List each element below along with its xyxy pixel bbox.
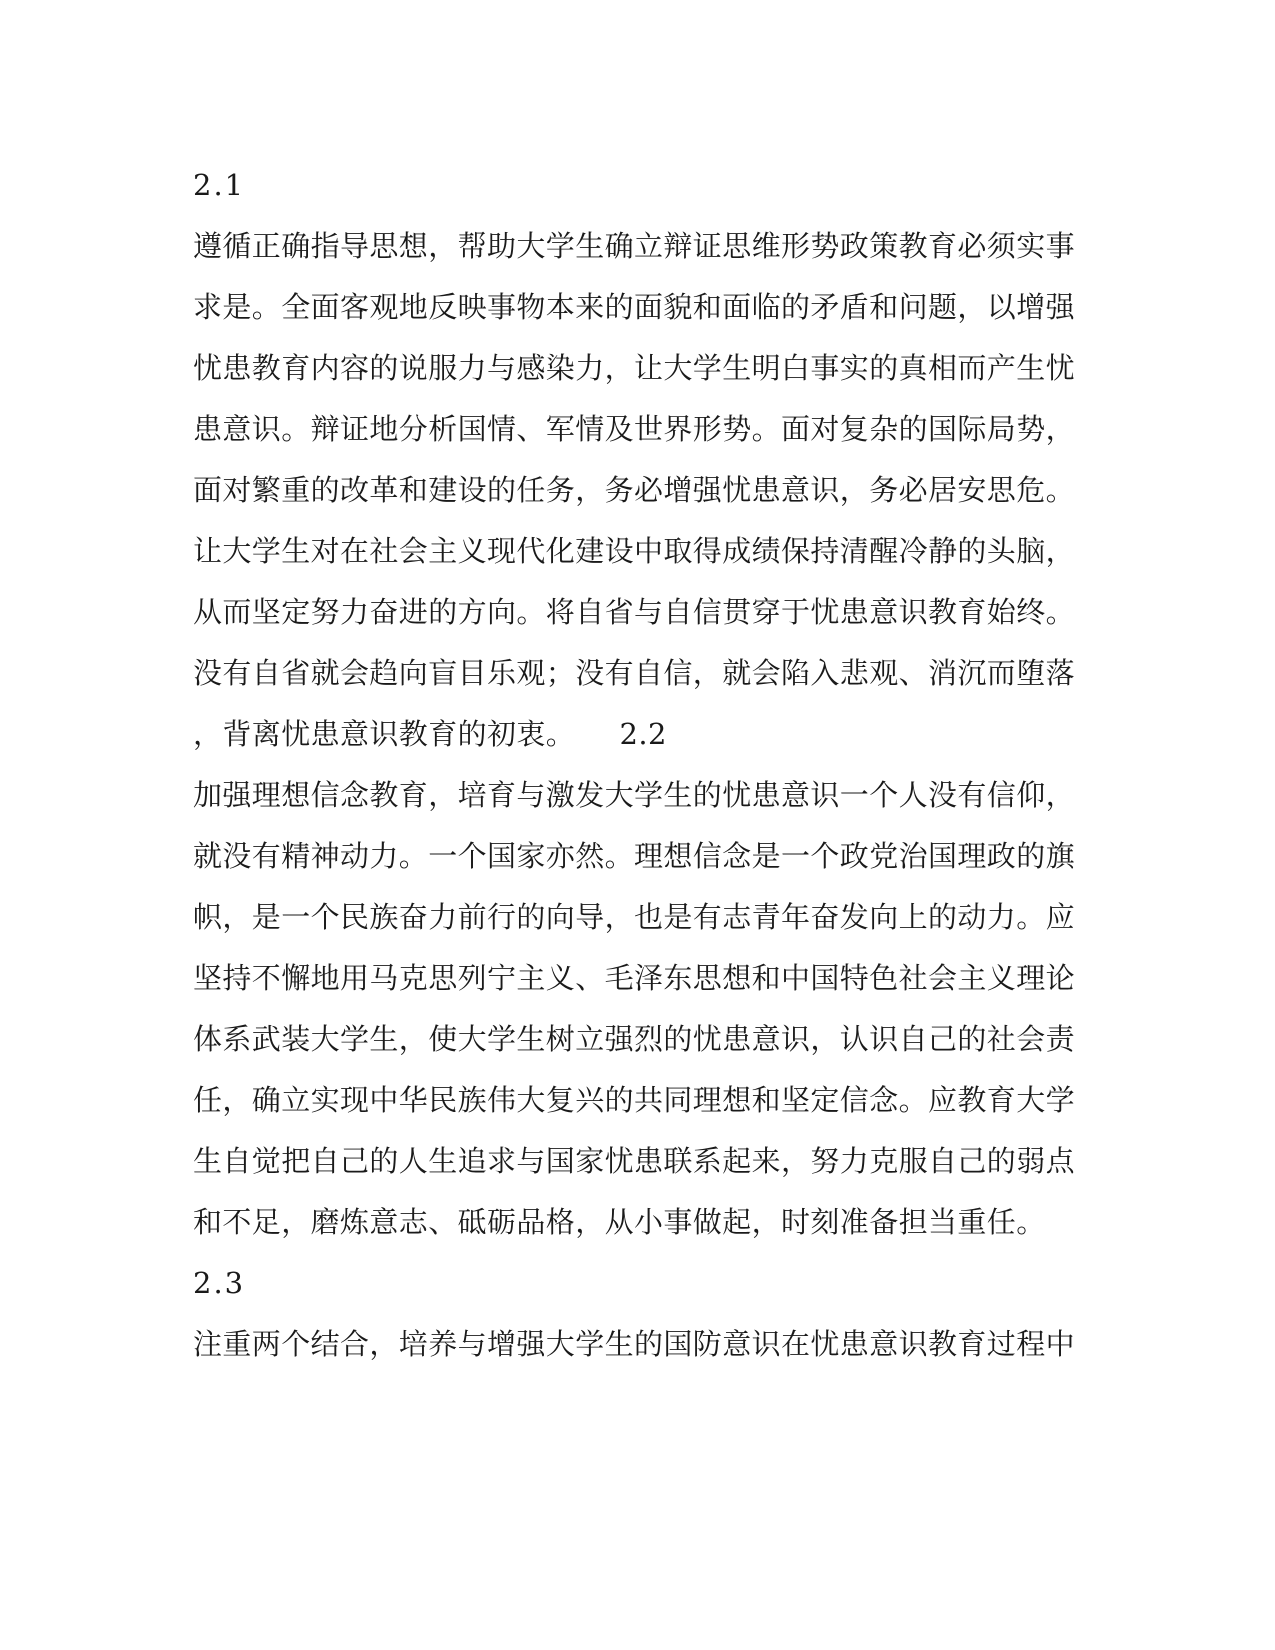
text-line: 面对繁重的改革和建设的任务，务必增强忧患意识，务必居安思危。: [193, 473, 1076, 507]
section-number-2-1: 2.1: [193, 168, 246, 202]
text-line: 没有自省就会趋向盲目乐观；没有自信，就会陷入悲观、消沉而堕落: [193, 656, 1076, 690]
text-line: 从而坚定努力奋进的方向。将自省与自信贯穿于忧患意识教育始终。: [193, 595, 1076, 629]
text-line-with-section-2-2: ，背离忧患意识教育的初衷。 2.2: [193, 717, 667, 751]
text-line: 和不足，磨炼意志、砥砺品格，从小事做起，时刻准备担当重任。: [193, 1205, 1046, 1239]
text-line: 帜，是一个民族奋力前行的向导，也是有志青年奋发向上的动力。应: [193, 900, 1076, 934]
text-line: 任，确立实现中华民族伟大复兴的共同理想和坚定信念。应教育大学: [193, 1083, 1076, 1117]
text-line: 就没有精神动力。一个国家亦然。理想信念是一个政党治国理政的旗: [193, 839, 1076, 873]
text-line: 注重两个结合，培养与增强大学生的国防意识在忧患意识教育过程中: [193, 1327, 1076, 1361]
text-line: 生自觉把自己的人生追求与国家忧患联系起来，努力克服自己的弱点: [193, 1144, 1076, 1178]
section-number-2-3: 2.3: [193, 1266, 246, 1300]
text-line: 坚持不懈地用马克思列宁主义、毛泽东思想和中国特色社会主义理论: [193, 961, 1076, 995]
text-line: 让大学生对在社会主义现代化建设中取得成绩保持清醒冷静的头脑，: [193, 534, 1076, 568]
text-line: 求是。全面客观地反映事物本来的面貌和面临的矛盾和问题，以增强: [193, 290, 1076, 324]
text-line: 忧患教育内容的说服力与感染力，让大学生明白事实的真相而产生忧: [193, 351, 1076, 385]
text-line: 患意识。辩证地分析国情、军情及世界形势。面对复杂的国际局势，: [193, 412, 1076, 446]
text-line: 体系武装大学生，使大学生树立强烈的忧患意识，认识自己的社会责: [193, 1022, 1076, 1056]
text-line: 加强理想信念教育，培育与激发大学生的忧患意识一个人没有信仰，: [193, 778, 1076, 812]
text-line: 遵循正确指导思想，帮助大学生确立辩证思维形势政策教育必须实事: [193, 229, 1076, 263]
